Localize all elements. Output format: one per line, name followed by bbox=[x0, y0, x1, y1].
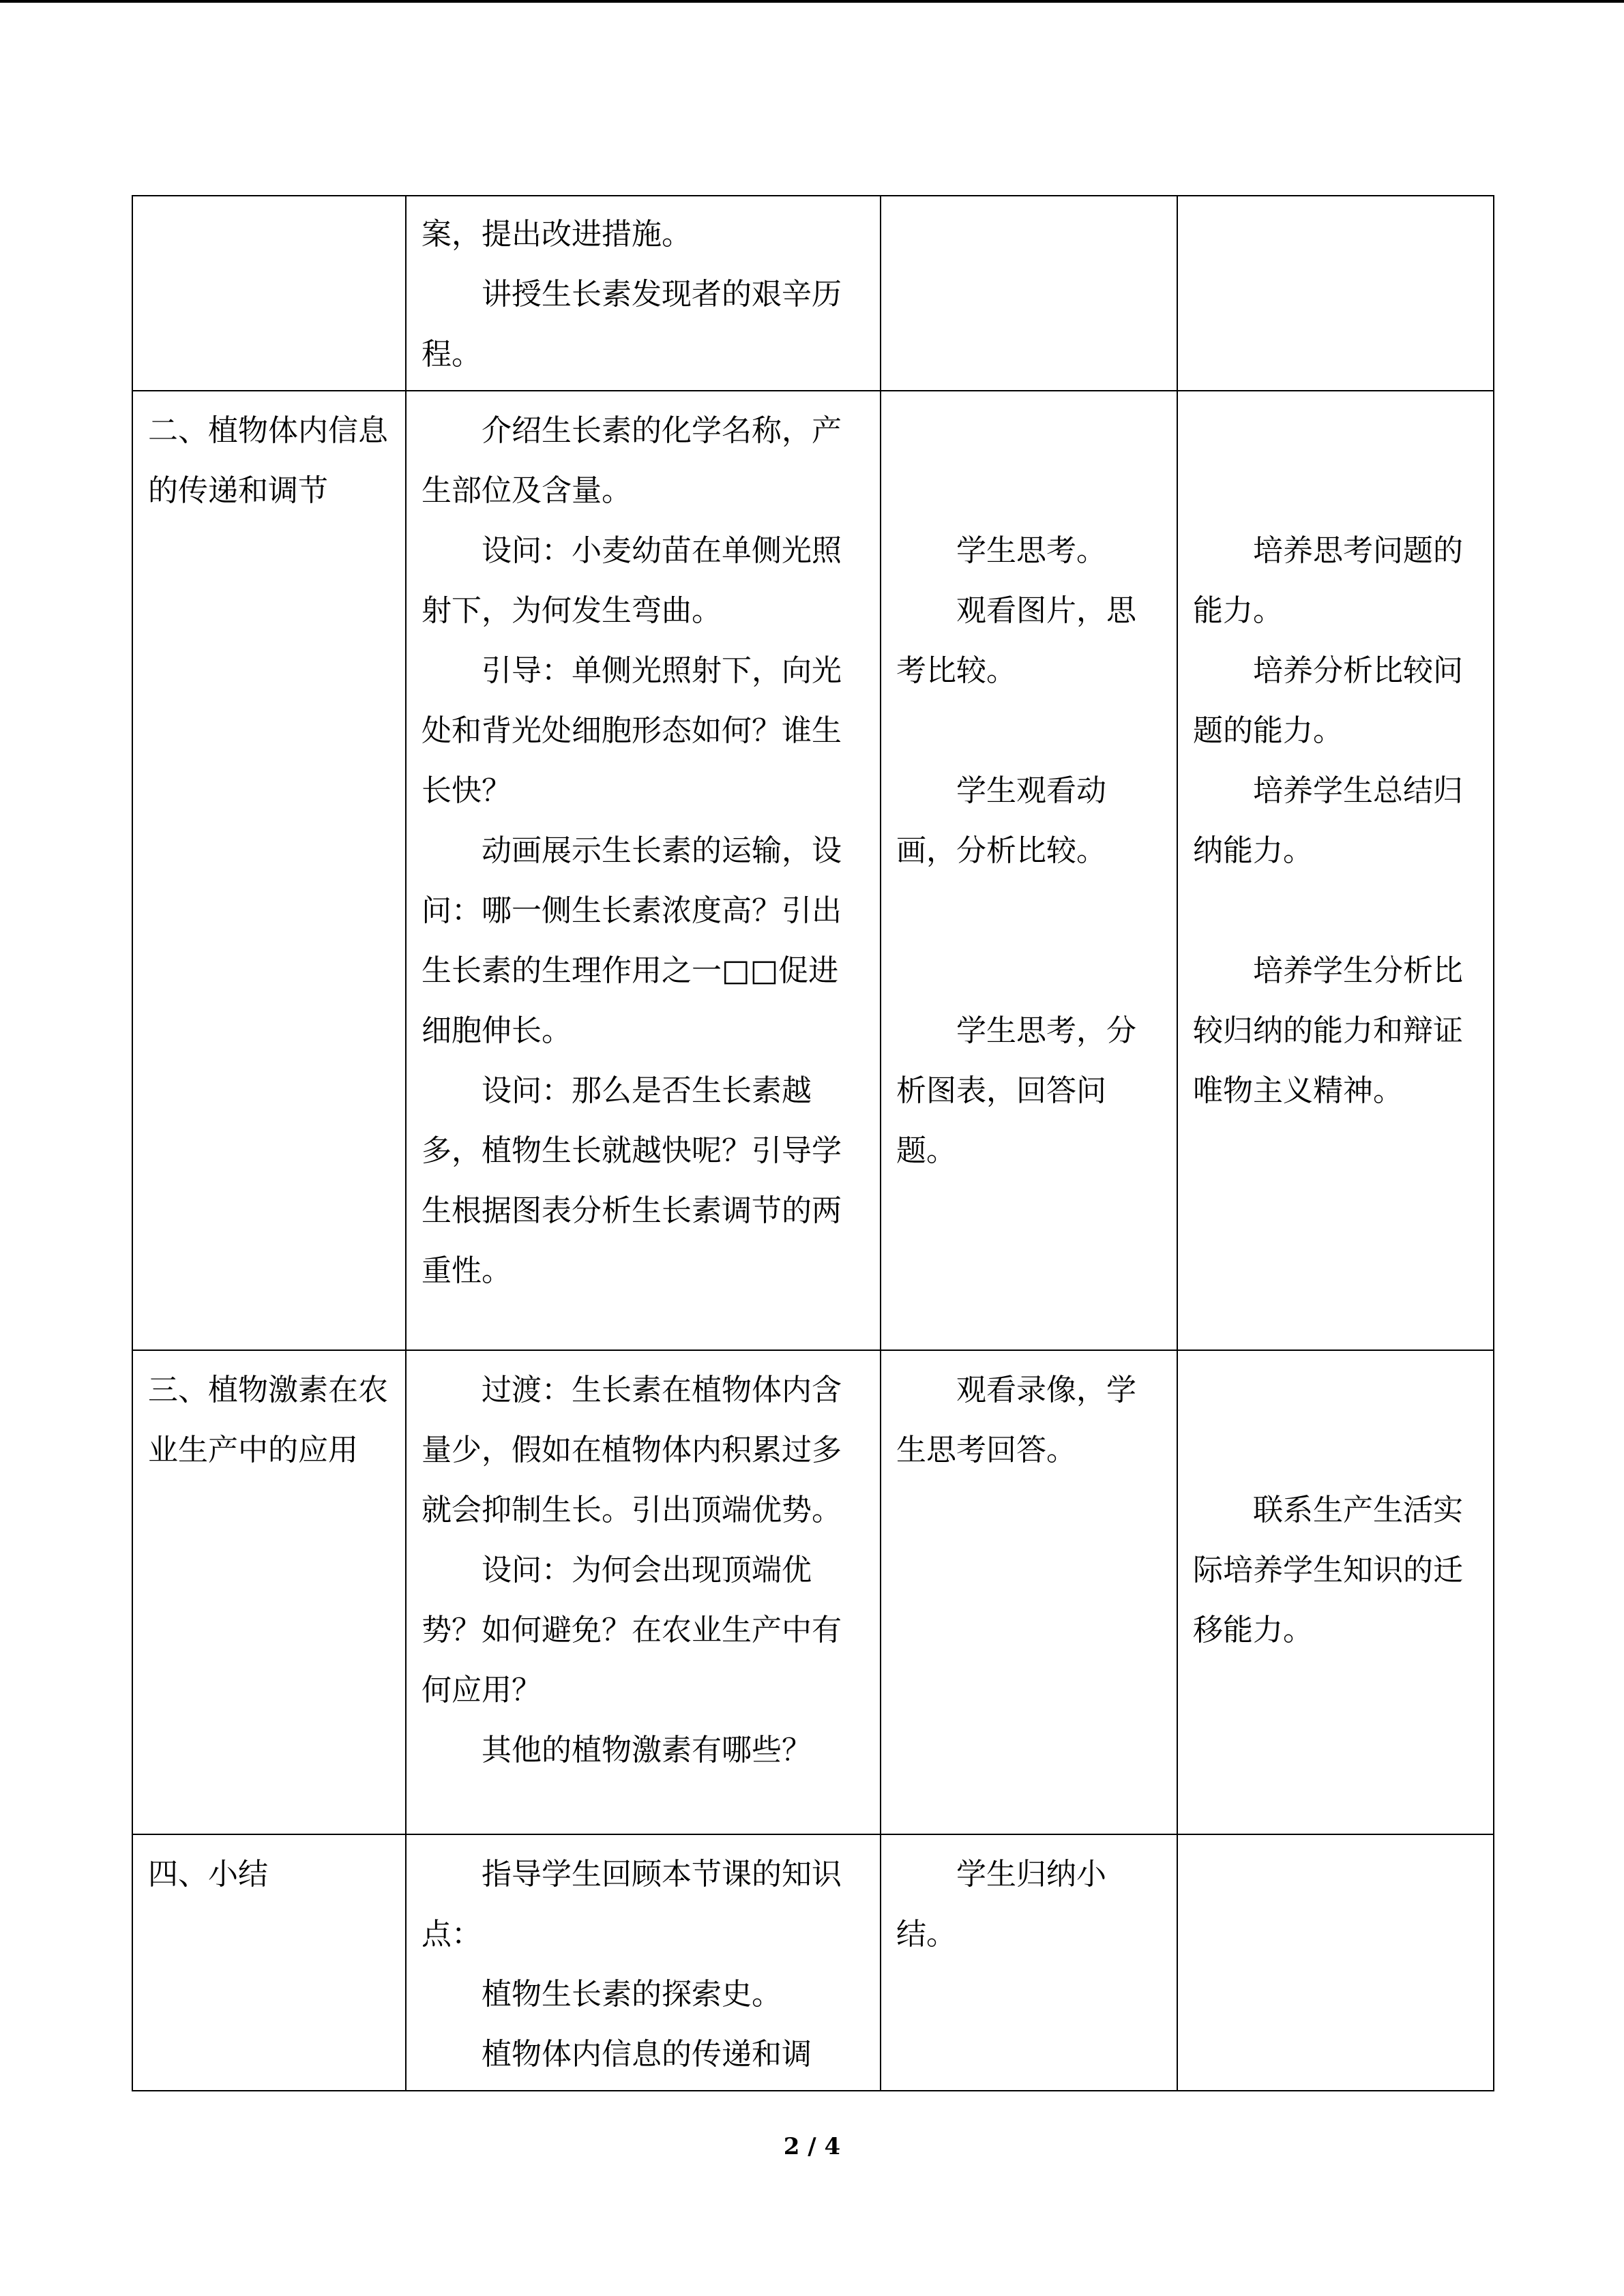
teacher-paragraph: 设问：为何会出现顶端优势？如何避免？在农业生产中有何应用？ bbox=[422, 1553, 842, 1708]
purpose-paragraph: 培养思考问题的能力。 bbox=[1193, 533, 1463, 628]
student-paragraph: 学生观看动画，分析比较。 bbox=[896, 773, 1106, 868]
teacher-paragraph: 案，提出改进措施。 bbox=[422, 217, 692, 252]
student-paragraph: 学生归纳小结。 bbox=[896, 1857, 1106, 1952]
teacher-paragraph: 设问：小麦幼苗在单侧光照射下，为何发生弯曲。 bbox=[422, 533, 842, 628]
top-border-line bbox=[0, 0, 1624, 3]
table-row-signal-transmission bbox=[132, 391, 1494, 1350]
teacher-paragraph: 过渡：生长素在植物体内含量少，假如在植物体内积累过多就会抑制生长。引出顶端优势。 bbox=[422, 1373, 842, 1527]
teacher-paragraph: 指导学生回顾本节课的知识点： bbox=[422, 1857, 842, 1952]
table-row-continuation bbox=[132, 196, 1494, 391]
student-paragraph: 观看录像，学生思考回答。 bbox=[896, 1373, 1136, 1467]
design-purpose-cell bbox=[1177, 196, 1494, 391]
student-paragraph: 学生思考。 bbox=[956, 533, 1106, 568]
design-purpose-cell bbox=[1177, 1834, 1494, 2091]
lesson-plan-table bbox=[132, 195, 1494, 2091]
table-row-agriculture-application bbox=[132, 1350, 1494, 1834]
table-row-summary bbox=[132, 1834, 1494, 2091]
student-activity-cell bbox=[881, 391, 1177, 1350]
teacher-paragraph: 讲授生长素发现者的艰辛历程。 bbox=[422, 277, 842, 372]
teacher-paragraph: 动画展示生长素的运输，设问：哪一侧生长素浓度高？引出生长素的生理作用之一□□促进细胞伸长。 bbox=[422, 833, 842, 1048]
teacher-paragraph: 引导：单侧光照射下，向光处和背光处细胞形态如何？谁生长快？ bbox=[422, 653, 842, 808]
student-activity-cell bbox=[881, 1834, 1177, 2091]
student-paragraph: 学生思考，分析图表，回答问题。 bbox=[896, 1013, 1136, 1168]
teacher-paragraph: 其他的植物激素有哪些？ bbox=[482, 1733, 812, 1768]
teacher-paragraph: 植物体内信息的传递和调 bbox=[482, 2037, 812, 2072]
teacher-paragraph: 设问：那么是否生长素越多，植物生长就越快呢？引导学生根据图表分析生长素调节的两重性。 bbox=[422, 1073, 842, 1288]
stage-label: 二、植物体内信息的传递和调节 bbox=[148, 413, 388, 508]
page-number: 2 / 4 bbox=[783, 2133, 841, 2160]
stage-label: 四、小结 bbox=[148, 1857, 268, 1892]
design-purpose-cell bbox=[1177, 1350, 1494, 1834]
design-purpose-cell bbox=[1177, 391, 1494, 1350]
student-activity-cell bbox=[881, 1350, 1177, 1834]
teacher-paragraph: 介绍生长素的化学名称，产生部位及含量。 bbox=[422, 413, 842, 508]
stage-label: 三、植物激素在农业生产中的应用 bbox=[148, 1373, 388, 1467]
stage-cell bbox=[132, 196, 406, 391]
stage-cell bbox=[132, 391, 406, 1350]
student-activity-cell bbox=[881, 196, 1177, 391]
purpose-paragraph: 培养学生分析比较归纳的能力和辩证唯物主义精神。 bbox=[1193, 953, 1463, 1108]
teacher-activity-cell bbox=[406, 1834, 881, 2091]
purpose-paragraph: 联系生产生活实际培养学生知识的迁移能力。 bbox=[1193, 1493, 1463, 1648]
teacher-activity-cell bbox=[406, 391, 881, 1350]
teacher-paragraph: 植物生长素的探索史。 bbox=[482, 1977, 782, 2012]
stage-cell bbox=[132, 1350, 406, 1834]
purpose-paragraph: 培养学生总结归纳能力。 bbox=[1193, 773, 1463, 868]
teacher-activity-cell bbox=[406, 1350, 881, 1834]
student-paragraph: 观看图片，思考比较。 bbox=[896, 593, 1136, 688]
stage-cell bbox=[132, 1834, 406, 2091]
purpose-paragraph: 培养分析比较问题的能力。 bbox=[1193, 653, 1463, 748]
teacher-activity-cell bbox=[406, 196, 881, 391]
